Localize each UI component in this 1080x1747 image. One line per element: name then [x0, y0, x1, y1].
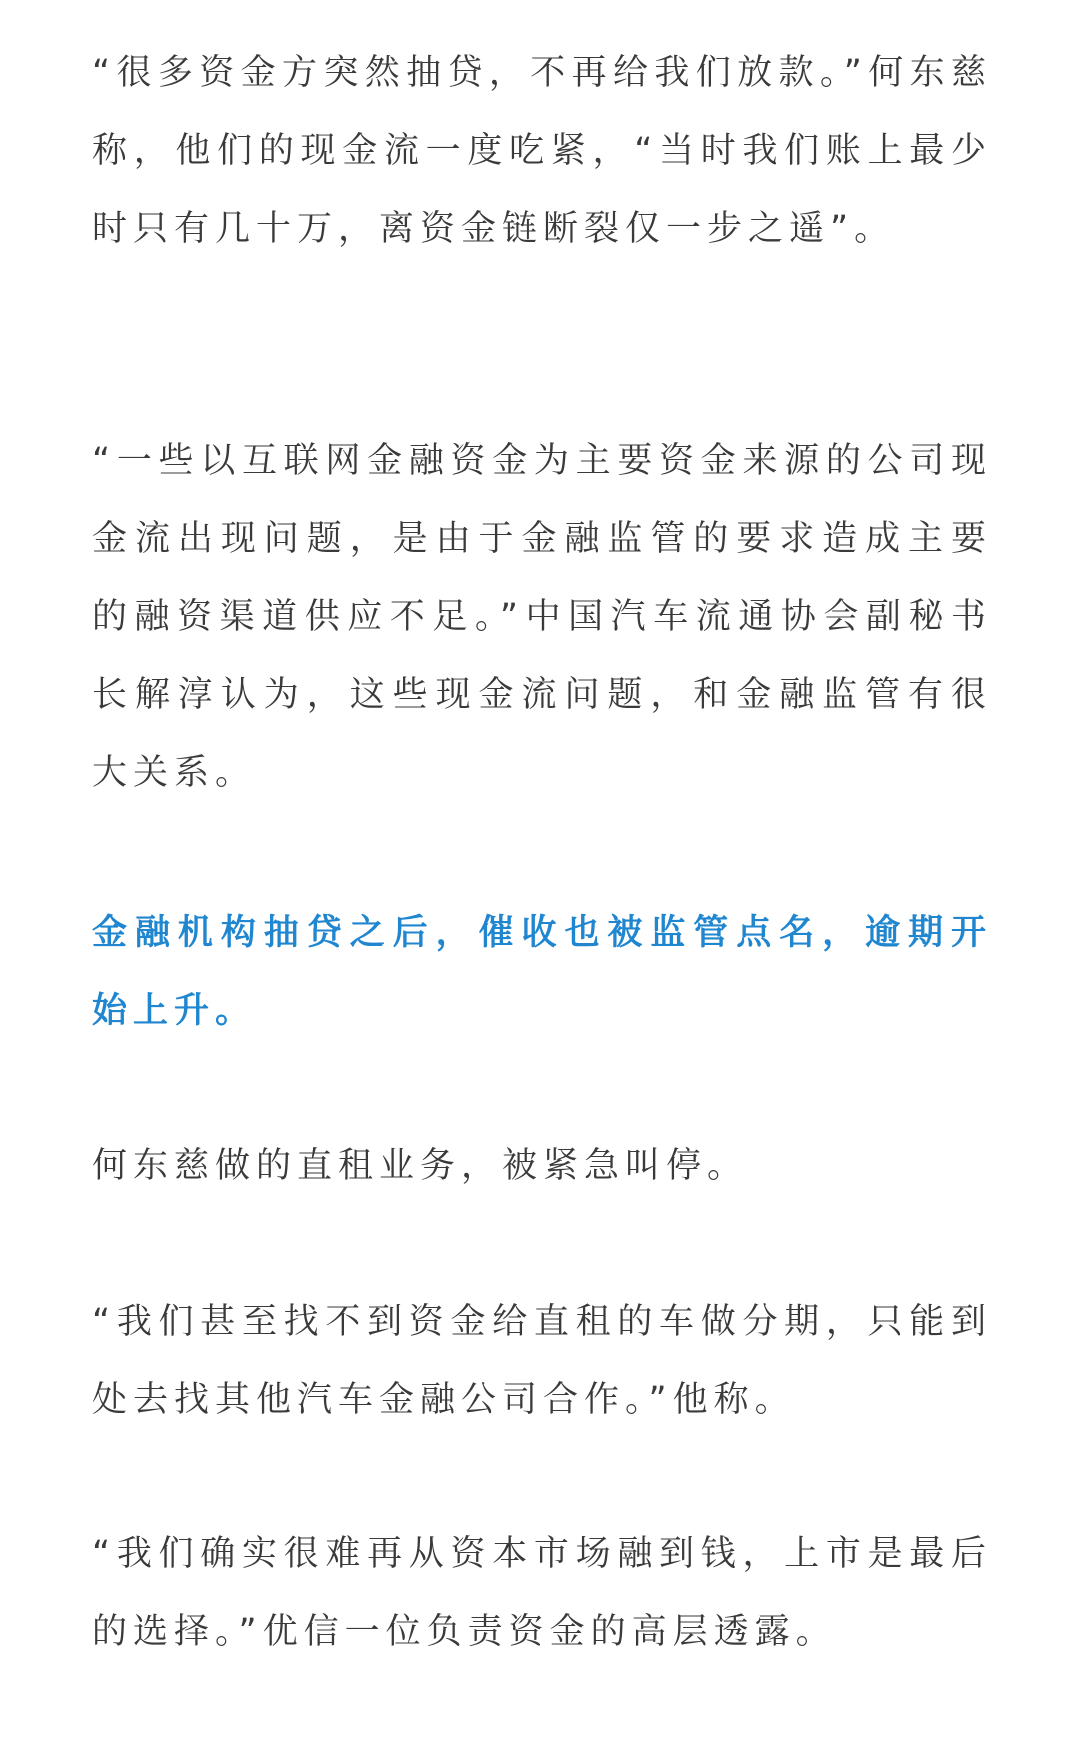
paragraph-regulation-quote: “一些以互联网金融资金为主要资金来源的公司现金流出现问题，是由于金融监管的要求造成主要的融资渠道供应不足。”中国汽车流通协会副秘书长解淳认为，这些现金流问题，和金融监管有很大关系。 [92, 441, 992, 793]
paragraph-funding-withdrawn: “很多资金方突然抽贷，不再给我们放款。”何东慈称，他们的现金流一度吃紧，“当时我们账上最少时只有几十万，离资金链断裂仅一步之遥”。 [92, 53, 992, 249]
paragraph-direct-lease-halted: 何东慈做的直租业务，被紧急叫停。 [92, 1146, 749, 1186]
paragraph-installment-quote: “我们甚至找不到资金给直租的车做分期，只能到处去找其他汽车金融公司合作。”他称。 [92, 1302, 992, 1420]
highlighted-subheading: 金融机构抽贷之后，催收也被监管点名，逾期开始上升。 [92, 913, 992, 1031]
paragraph-ipo-quote: “我们确实很难再从资本市场融到钱，上市是最后的选择。”优信一位负责资金的高层透露。 [92, 1534, 992, 1652]
